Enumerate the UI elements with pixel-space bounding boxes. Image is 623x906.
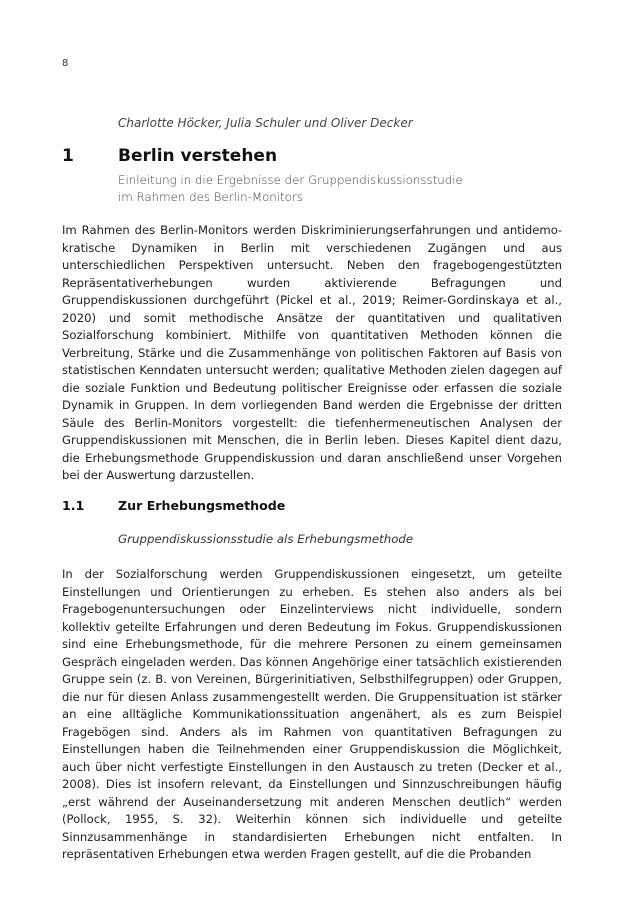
section-subtitle: Gruppendiskussionsstudie als Erhebungsmethode — [118, 532, 414, 546]
chapter-subtitle-line-2: im Rahmen des Berlin-Monitors — [118, 190, 303, 204]
body-paragraph-intro: Im Rahmen des Berlin-Monitors werden Diskriminierungserfahrungen und antidemokratische Dynamiken in Berlin mit verschiedenen Zugängen und aus unterschiedlichen Perspektiven untersucht. Neben den fragebogengestützten Repräsentativerhebungen wurden aktivierende Befragungen und Gruppendiskussionen durchgeführt (Pickel et al., 2019; Reimer-Gordinskaya et al., 2020) und somit methodische Ansätze der quantitativen und qualitativen Sozialforschung kombiniert. Mithilfe von quantitativen Methoden können die Verbreitung, Stärke und die Zusammenhänge von politischen Faktoren auf Basis von statistischen Kenndaten untersucht werden; qualitative Methoden zielen dagegen auf die soziale Funktion und Bedeutung politischer Ereignisse oder erfassen die soziale Dynamik in Gruppen. In dem vorliegenden Band werden die Ergebnisse der dritten Säule des Berlin-Monitors vorgestellt: die tiefenhermeneutischen Analysen der Gruppendiskussionen mit Menschen, die in Berlin leben. Dieses Kapitel dient dazu, die Erhebungsmethode Gruppendiskussion und daran anschließend unser Vorgehen bei der Auswertung darzustellen. — [62, 223, 562, 482]
section-number: 1.1 — [62, 498, 85, 513]
chapter-authors: Charlotte Höcker, Julia Schuler und Oliver Decker — [118, 116, 413, 130]
section-title: Zur Erhebungsmethode — [118, 498, 286, 513]
page-number: 8 — [62, 58, 69, 69]
chapter-subtitle-line-1: Einleitung in die Ergebnisse der Gruppendiskussionsstudie — [118, 173, 463, 187]
chapter-subtitle — [118, 172, 538, 206]
chapter-number: 1 — [62, 146, 74, 166]
chapter-title: Berlin verstehen — [118, 146, 278, 166]
body-paragraph-method: In der Sozialforschung werden Gruppendiskussionen eingesetzt, um geteilte Einstellungen und Orientierungen zu erheben. Es stehen also anders als bei Fragebogenuntersuchungen oder Einzelinterviews nicht individuelle, sondern kollektiv geteilte Erfahrungen und deren Bedeutung im Fokus. Gruppendiskussionen sind eine Erhebungsmethode, für die mehrere Personen zu einem gemeinsamen Gespräch eingeladen werden. Das können Angehörige einer tatsächlich existierenden Gruppe sein (z. B. von Vereinen, Bürgerinitiativen, Selbsthilfegruppen) oder Gruppen, die nur für diesen Anlass zusammengestellt werden. Die Gruppensituation ist stärker an eine alltägliche Kommunikationssituation angenähert, als es zum Beispiel Fragebögen sind. Anders als im Rahmen von quantitativen Befragungen zu Einstellungen haben die Teilnehmenden einer Gruppendiskussion die Möglichkeit, auch über nicht verfestigte Einstellungen in den Austausch zu treten (Decker et al., 2008). Dies ist insofern relevant, da Einstellungen und Sinnzuschreibungen häufig „erst während der Auseinandersetzung mit anderen Menschen deutlich“ werden (Pollock, 1955, S. 32). Weiterhin können sich individuelle und geteilte Sinnzusammenhänge in standardisierten Erhebungen nicht entfalten. In repräsentativen Erhebungen etwa werden Fragen gestellt, auf die die Probanden — [62, 567, 562, 861]
